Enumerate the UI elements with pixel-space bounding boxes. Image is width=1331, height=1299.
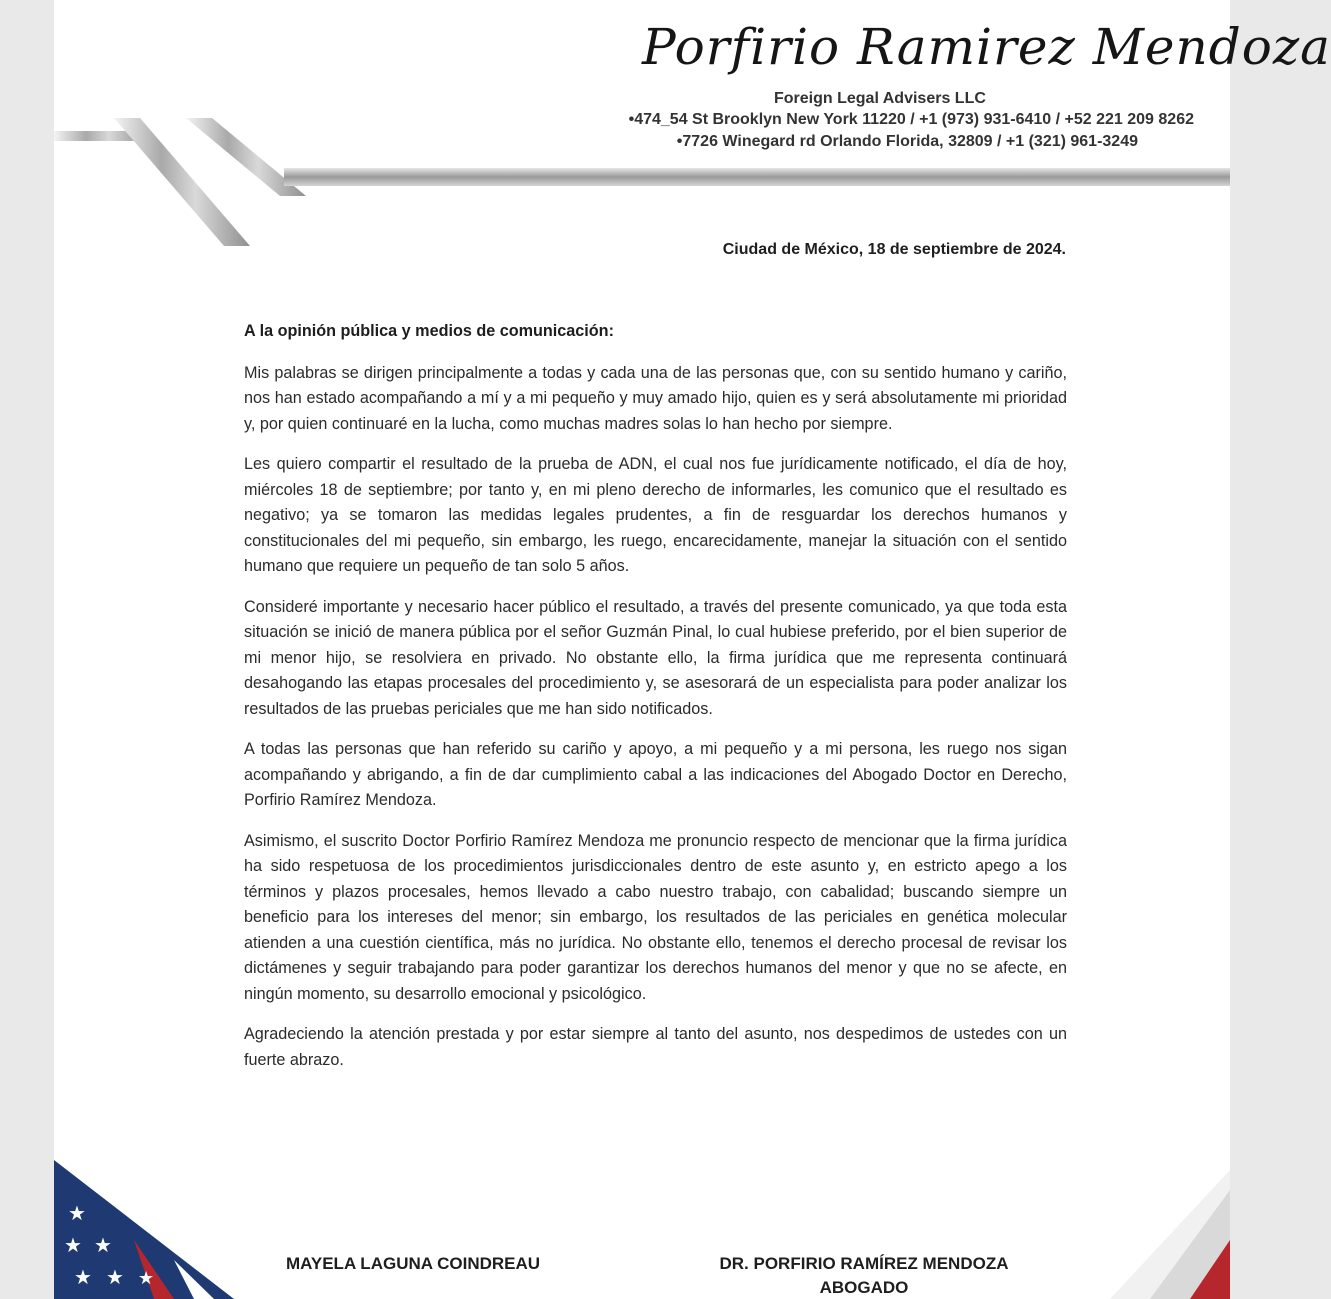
svg-text:★: ★ [68,1201,86,1225]
signature-right [694,1254,1034,1298]
mexico-flag-decoration [1110,1170,1230,1299]
address-line-1: •474_54 St Brooklyn New York 11220 / +1 (973) 931-6410 / +52 221 209 8262 [628,111,1194,128]
paragraph: Asimismo, el suscrito Doctor Porfirio Ramírez Mendoza me pronuncio respecto de mencionar que la firma jurídica ha sido respetuosa de los procedimientos jurisdiccionales dentro de este asunto y, en estricto apego a los términos y plazos procesales, hemos llevado a cabo nuestro trabajo, con cabalidad; buscando siempre un beneficio para los intereses del menor; sin embargo, los resultados de las periciales en genética molecular atienden a una cuestión científica, más no jurídica. No obstante ello, tenemos el derecho procesal de revisar los dictámenes y seguir trabajando para poder garantizar los derechos humanos del menor y que no se afecte, en ningún momento, su desarrollo emocional y psicológico. [244,831,1067,1003]
svg-text:★: ★ [64,1233,82,1257]
us-flag-decoration [54,1160,234,1299]
letter-body [244,319,1067,1088]
svg-text:★: ★ [74,1265,92,1289]
date-line: Ciudad de México, 18 de septiembre de 2024. [722,241,1066,258]
paragraph: Mis palabras se dirigen principalmente a todas y cada una de las personas que, con su sentido humano y cariño, nos han estado acompañando a mí y a mi pequeño y muy amado hijo, quien es y será absolutamente mi prioridad y, por quien continuaré en la lucha, como muchas madres solas lo han hecho por siempre. [244,363,1067,433]
signer-title-right: ABOGADO [819,1278,909,1297]
paragraph: Les quiero compartir el resultado de la prueba de ADN, el cual nos fue jurídicamente notificado, el día de hoy, miércoles 18 de septiembre; por tanto y, en mi pleno derecho de informarles, les comunico que el resultado es negativo; ya se tomaron las medidas legales prudentes, a fin de resguardar los derechos humanos y constitucionales del mi pequeño, sin embargo, les ruego, encarecidamente, manejar la situación con el sentido humano que requiere un pequeño de tan solo 5 años. [244,455,1067,575]
svg-text:★: ★ [94,1233,112,1257]
letterhead [54,0,1331,260]
svg-text:★: ★ [138,1268,155,1289]
svg-text:★: ★ [106,1265,124,1289]
signature-left [286,1254,540,1274]
paragraph: Consideré importante y necesario hacer público el resultado, a través del presente comunicado, ya que toda esta situación se inició de manera pública por el señor Guzmán Pinal, lo cual hubiese preferido, por el bien superior de mi menor hijo, se resolviera en privado. No obstante ello, la firma jurídica que me representa continuará desahogando las etapas procesales del procedimiento y, se asesorará de un especialista para poder analizar los resultados de las pruebas periciales que me han sido notificados. [244,597,1067,718]
address-line-2: •7726 Winegard rd Orlando Florida, 32809 / +1 (321) 961-3249 [676,133,1138,150]
main-horizontal-stripe [284,168,1230,186]
paragraph: Agradeciendo la atención prestada y por estar siempre al tanto del asunto, nos despedimos de ustedes con un fuerte abrazo. [244,1025,1067,1069]
firm-name: Foreign Legal Advisers LLC [774,90,986,107]
signer-name-right: DR. PORFIRIO RAMÍREZ MENDOZA [719,1254,1009,1273]
salutation: A la opinión pública y medios de comunicación: [244,322,614,340]
signer-name-left: MAYELA LAGUNA COINDREAU [286,1254,541,1273]
letter-page [54,0,1331,1299]
signature-logo: Porfirio Ramirez Mendoza [642,18,1331,76]
paragraph: A todas las personas que han referido su cariño y apoyo, a mi pequeño y a mi persona, les ruego nos sigan acompañando y abrigando, a fin de dar cumplimiento cabal a las indicaciones del Abogado Doctor en Derecho, Porfirio Ramírez Mendoza. [244,740,1067,809]
